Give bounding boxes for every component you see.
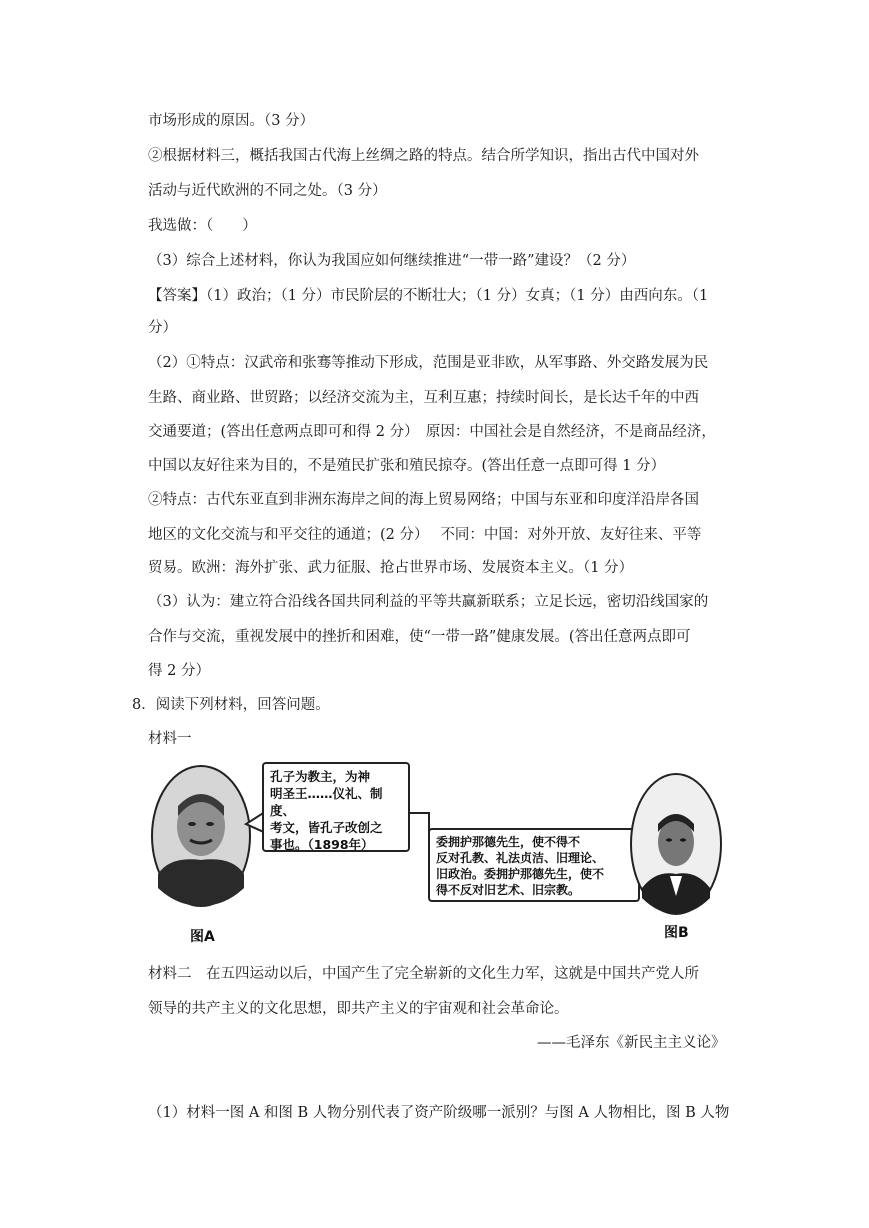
text-line: 活动与近代欧洲的不同之处。（3 分）	[148, 183, 387, 199]
bubble-a-line: 事也。（1898年）	[270, 837, 374, 852]
bubble-a-line: 孔子为教主，为神	[270, 769, 371, 784]
material-2-source: ——毛泽东《新民主主义论》	[537, 1035, 726, 1051]
portrait-a	[150, 764, 252, 909]
bubble-a	[262, 762, 410, 852]
caption-a: 图A	[190, 929, 215, 945]
bubble-a-line: 明圣王……仪礼、制度、	[270, 786, 383, 818]
question-8-1: （1）材料一图 A 和图 B 人物分别代表了资产阶级哪一派别？与图 A 人物相比，图 B 人物	[148, 1105, 730, 1121]
connector-line	[410, 812, 430, 866]
bubble-b-line: 委拥护那德先生，使不得不	[436, 835, 581, 849]
bubble-b-line: 反对孔教、礼法贞洁、旧理论、	[436, 851, 605, 865]
text-line: 地区的文化交流与和平交往的通道；(2 分） 不同：中国：对外开放、友好往来、平等	[148, 527, 702, 543]
material-2-line: 材料二 在五四运动以后，中国产生了完全崭新的文化生力军，这就是中国共产党人所	[148, 966, 699, 982]
bubble-b-line: 得不反对旧艺术、旧宗教。	[436, 883, 581, 897]
text-line: 中国以友好往来为目的，不是殖民扩张和殖民掠夺。(答出任意一点即可得 1 分）	[148, 458, 666, 474]
text-line: ②特点：古代东亚直到非洲东海岸之间的海上贸易网络；中国与东亚和印度洋沿岸各国	[148, 492, 699, 508]
text-line: 得 2 分）	[148, 663, 210, 679]
text-line: 生路、商业路、世贸路；以经济交流为主，互利互惠；持续时间长，是长达千年的中西	[148, 390, 699, 406]
question-3: （3）综合上述材料，你认为我国应如何继续推进“一带一路”建设？（2 分）	[148, 253, 636, 269]
portrait-b	[628, 772, 724, 920]
material-1-label: 材料一	[148, 731, 192, 747]
bubble-b-line: 旧政治。委拥护那德先生，使不	[436, 867, 605, 881]
text-line: 合作与交流，重视发展中的挫折和困难，使“一带一路”健康发展。(答出任意两点即可	[148, 629, 691, 645]
text-line: 交通要道；(答出任意两点即可和得 2 分） 原因：中国社会是自然经济，不是商品经济，	[148, 424, 716, 440]
material-1-figure	[148, 758, 740, 948]
answer-heading: 【答案】（1）政治；（1 分）市民阶层的不断壮大；（1 分）女真；（1 分）由西向东。（1	[148, 288, 709, 304]
text-line: 我选做：（ ）	[148, 218, 257, 234]
text-line: 贸易。欧洲：海外扩张、武力征服、抢占世界市场、发展资本主义。（1 分）	[148, 560, 634, 576]
text-line: （3）认为：建立符合沿线各国共同利益的平等共赢新联系；立足长远，密切沿线国家的	[148, 594, 709, 610]
text-line: ②根据材料三，概括我国古代海上丝绸之路的特点。结合所学知识，指出古代中国对外	[148, 148, 699, 164]
text-line: （2）①特点：汉武帝和张骞等推动下形成，范围是亚非欧，从军事路、外交路发展为民	[148, 355, 709, 371]
text-line: 市场形成的原因。（3 分）	[148, 113, 315, 129]
caption-b: 图B	[664, 925, 689, 941]
bubble-b	[428, 828, 640, 902]
text-line: 分）	[148, 320, 177, 336]
material-2-line: 领导的共产主义的文化思想，即共产主义的宇宙观和社会革命论。	[148, 1001, 569, 1017]
bubble-a-line: 考文，皆孔子改创之	[270, 820, 383, 835]
question-8: 8．阅读下列材料，回答问题。	[132, 697, 330, 713]
